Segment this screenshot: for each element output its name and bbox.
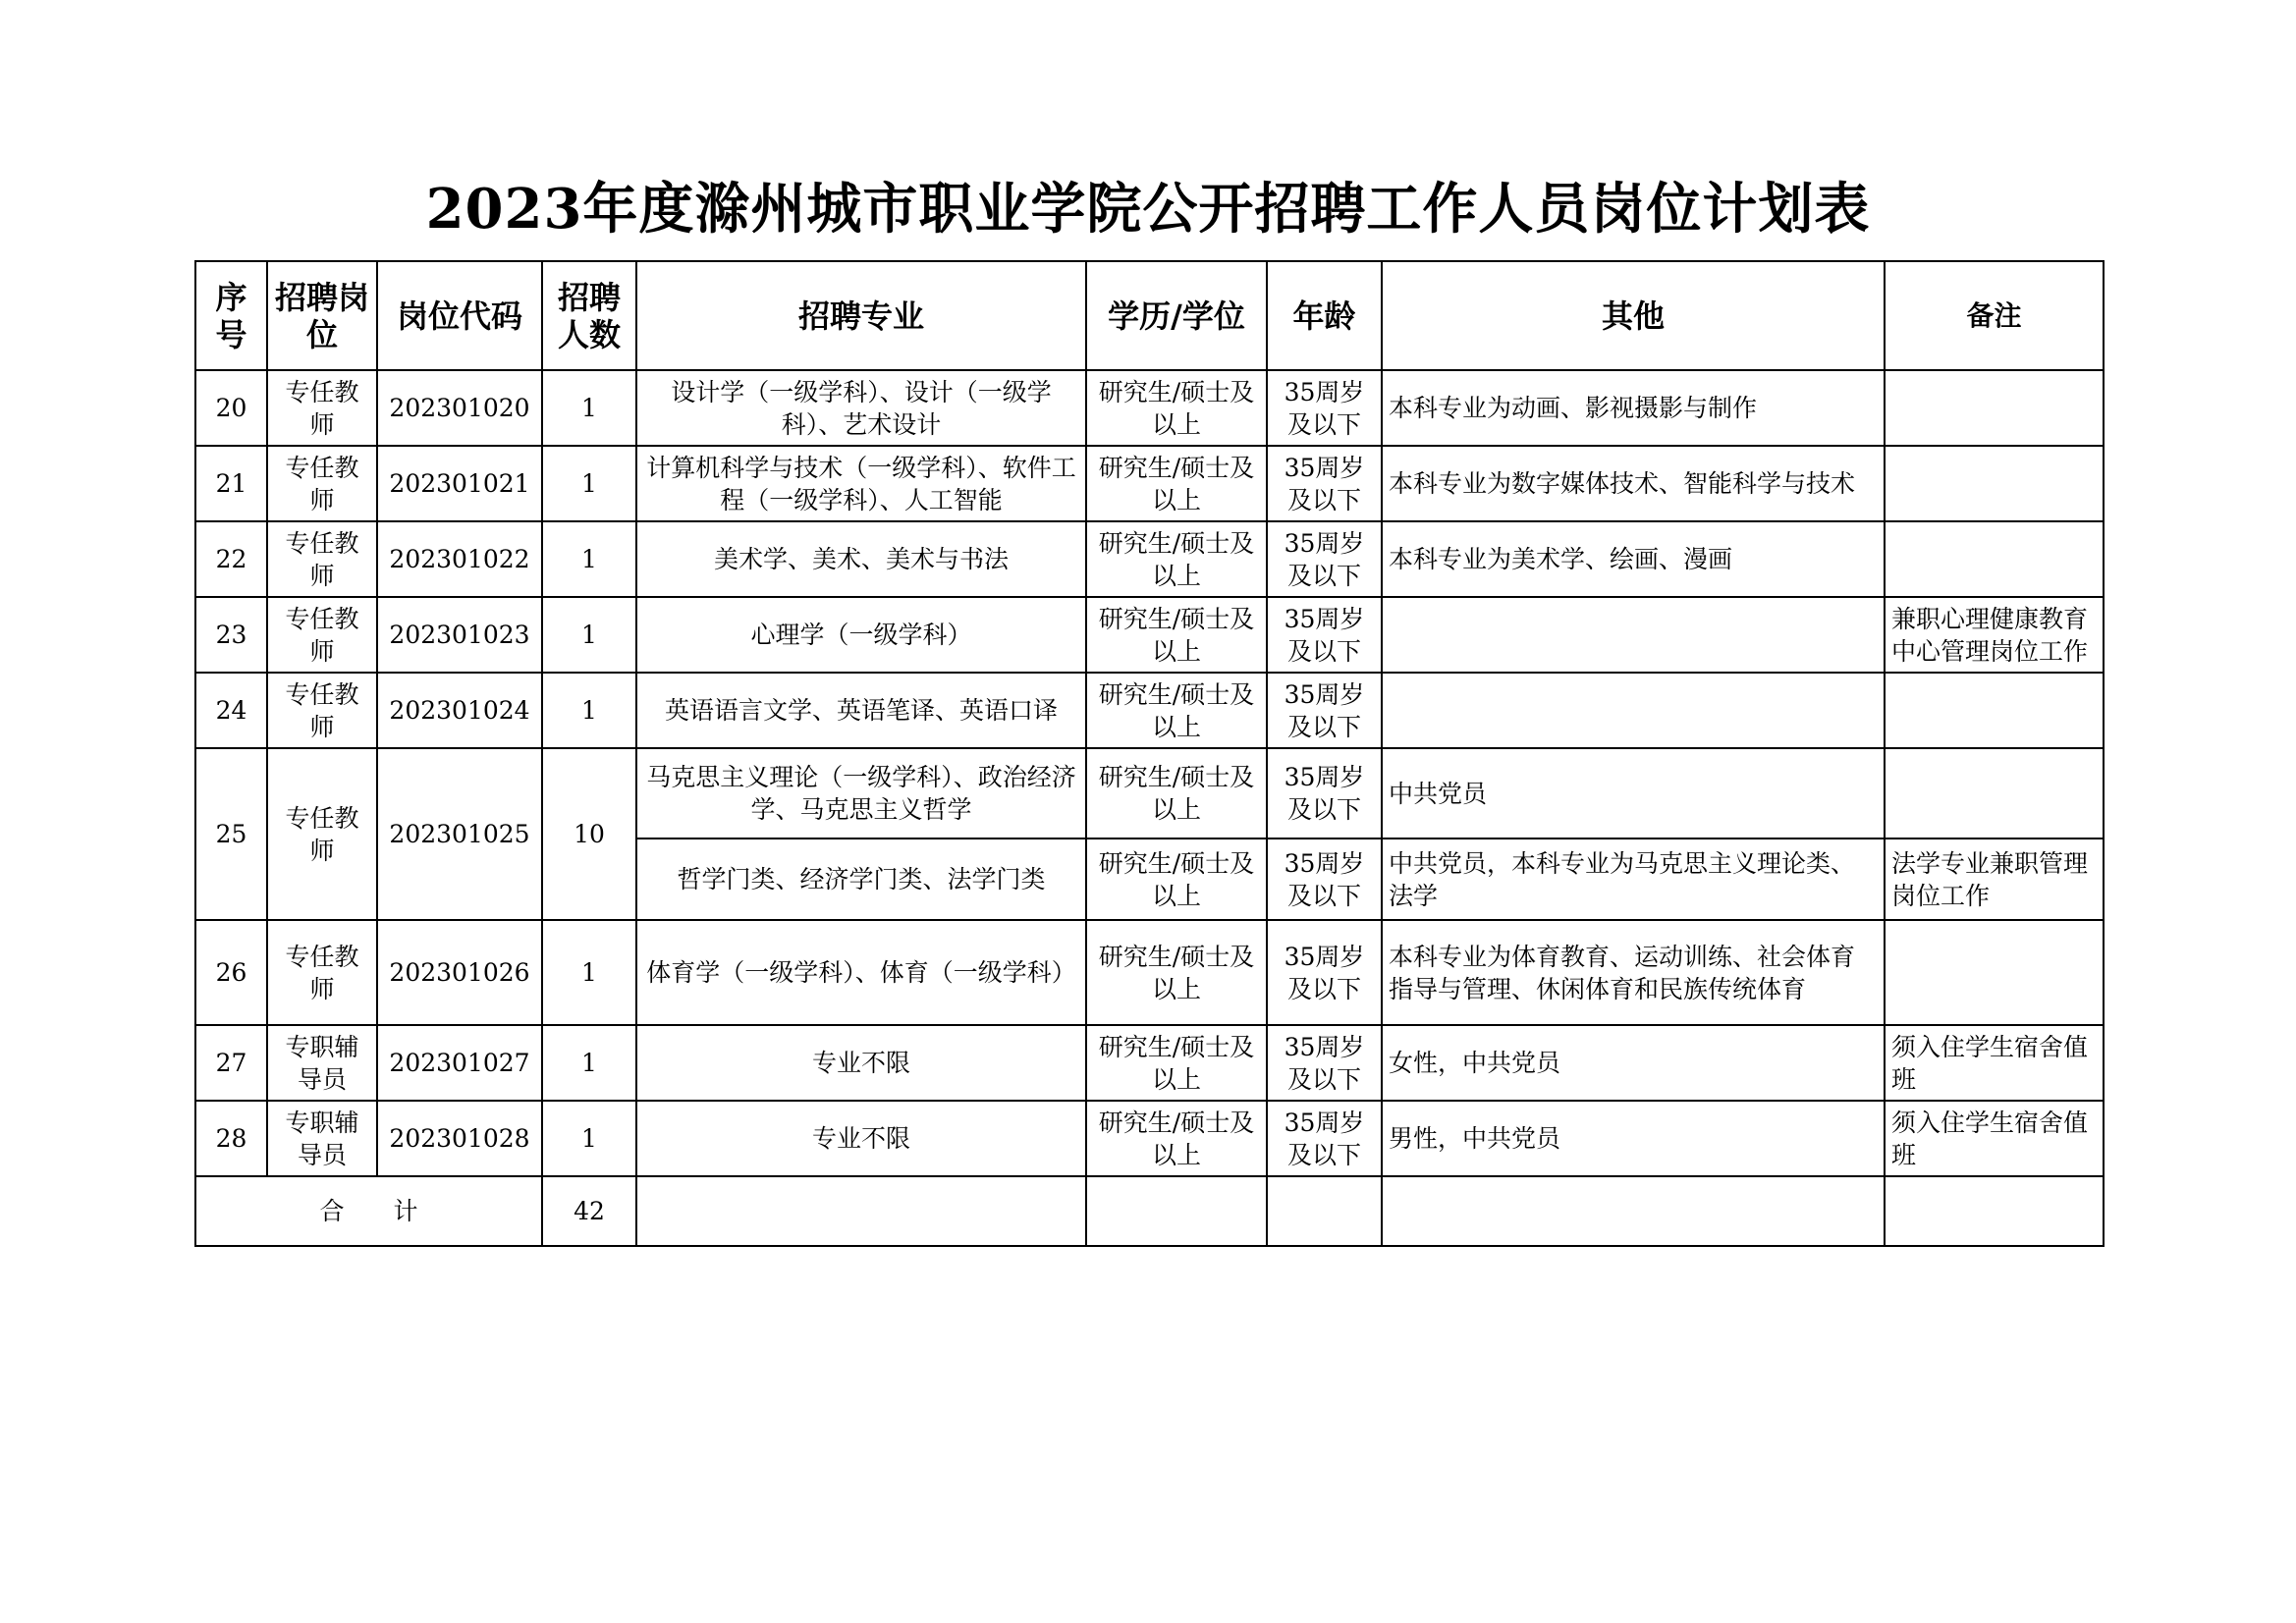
cell-age: 35周岁及以下 bbox=[1267, 446, 1382, 521]
cell-remark bbox=[1885, 521, 2104, 597]
cell-code: 202301028 bbox=[377, 1101, 542, 1176]
cell-position: 专任教师 bbox=[267, 597, 377, 673]
cell-edu: 研究生/硕士及以上 bbox=[1086, 446, 1267, 521]
cell-major: 计算机科学与技术（一级学科）、软件工程（一级学科）、人工智能 bbox=[636, 446, 1086, 521]
recruitment-plan-table bbox=[194, 260, 2105, 1247]
cell-major: 专业不限 bbox=[636, 1101, 1086, 1176]
cell-count: 10 bbox=[542, 748, 636, 920]
cell-major: 专业不限 bbox=[636, 1025, 1086, 1101]
header-edu: 学历/学位 bbox=[1086, 261, 1267, 370]
cell-edu: 研究生/硕士及以上 bbox=[1086, 521, 1267, 597]
cell-other: 中共党员，本科专业为马克思主义理论类、法学 bbox=[1382, 839, 1885, 920]
cell-age: 35周岁及以下 bbox=[1267, 370, 1382, 446]
header-major: 招聘专业 bbox=[636, 261, 1086, 370]
cell-seq: 25 bbox=[195, 748, 267, 920]
table-row bbox=[195, 597, 2104, 673]
cell-code: 202301021 bbox=[377, 446, 542, 521]
table-header-row bbox=[195, 261, 2104, 370]
total-age-empty bbox=[1267, 1176, 1382, 1246]
cell-remark bbox=[1885, 673, 2104, 748]
cell-count: 1 bbox=[542, 597, 636, 673]
cell-position: 专任教师 bbox=[267, 521, 377, 597]
cell-edu: 研究生/硕士及以上 bbox=[1086, 1025, 1267, 1101]
header-code: 岗位代码 bbox=[377, 261, 542, 370]
cell-position: 专职辅导员 bbox=[267, 1025, 377, 1101]
header-age: 年龄 bbox=[1267, 261, 1382, 370]
cell-remark: 法学专业兼职管理岗位工作 bbox=[1885, 839, 2104, 920]
cell-code: 202301027 bbox=[377, 1025, 542, 1101]
cell-count: 1 bbox=[542, 920, 636, 1025]
cell-other bbox=[1382, 673, 1885, 748]
cell-seq: 22 bbox=[195, 521, 267, 597]
total-remark-empty bbox=[1885, 1176, 2104, 1246]
cell-count: 1 bbox=[542, 1025, 636, 1101]
cell-other: 本科专业为动画、影视摄影与制作 bbox=[1382, 370, 1885, 446]
cell-position: 专任教师 bbox=[267, 748, 377, 920]
cell-other bbox=[1382, 597, 1885, 673]
cell-edu: 研究生/硕士及以上 bbox=[1086, 1101, 1267, 1176]
total-major-empty bbox=[636, 1176, 1086, 1246]
cell-code: 202301024 bbox=[377, 673, 542, 748]
total-edu-empty bbox=[1086, 1176, 1267, 1246]
cell-major: 设计学（一级学科）、设计（一级学科）、艺术设计 bbox=[636, 370, 1086, 446]
cell-remark: 须入住学生宿舍值班 bbox=[1885, 1025, 2104, 1101]
table-row bbox=[195, 446, 2104, 521]
cell-age: 35周岁及以下 bbox=[1267, 673, 1382, 748]
cell-edu: 研究生/硕士及以上 bbox=[1086, 920, 1267, 1025]
total-count: 42 bbox=[542, 1176, 636, 1246]
cell-seq: 26 bbox=[195, 920, 267, 1025]
cell-remark bbox=[1885, 446, 2104, 521]
cell-seq: 21 bbox=[195, 446, 267, 521]
table-row bbox=[195, 370, 2104, 446]
cell-major: 美术学、美术、美术与书法 bbox=[636, 521, 1086, 597]
cell-seq: 27 bbox=[195, 1025, 267, 1101]
cell-remark: 须入住学生宿舍值班 bbox=[1885, 1101, 2104, 1176]
cell-other: 本科专业为数字媒体技术、智能科学与技术 bbox=[1382, 446, 1885, 521]
cell-code: 202301026 bbox=[377, 920, 542, 1025]
cell-code: 202301023 bbox=[377, 597, 542, 673]
cell-seq: 23 bbox=[195, 597, 267, 673]
cell-position: 专职辅导员 bbox=[267, 1101, 377, 1176]
cell-age: 35周岁及以下 bbox=[1267, 1025, 1382, 1101]
cell-major: 体育学（一级学科）、体育（一级学科） bbox=[636, 920, 1086, 1025]
cell-position: 专任教师 bbox=[267, 920, 377, 1025]
cell-other: 中共党员 bbox=[1382, 748, 1885, 839]
cell-position: 专任教师 bbox=[267, 673, 377, 748]
cell-major: 英语语言文学、英语笔译、英语口译 bbox=[636, 673, 1086, 748]
cell-seq: 20 bbox=[195, 370, 267, 446]
cell-remark bbox=[1885, 748, 2104, 839]
header-remark: 备注 bbox=[1885, 261, 2104, 370]
total-label: 合 计 bbox=[195, 1176, 542, 1246]
cell-edu: 研究生/硕士及以上 bbox=[1086, 748, 1267, 839]
cell-code: 202301020 bbox=[377, 370, 542, 446]
cell-age: 35周岁及以下 bbox=[1267, 839, 1382, 920]
header-position: 招聘岗位 bbox=[267, 261, 377, 370]
cell-age: 35周岁及以下 bbox=[1267, 748, 1382, 839]
table-total-row bbox=[195, 1176, 2104, 1246]
cell-seq: 28 bbox=[195, 1101, 267, 1176]
cell-remark bbox=[1885, 370, 2104, 446]
table-row bbox=[195, 1101, 2104, 1176]
cell-other: 女性，中共党员 bbox=[1382, 1025, 1885, 1101]
cell-edu: 研究生/硕士及以上 bbox=[1086, 839, 1267, 920]
cell-count: 1 bbox=[542, 370, 636, 446]
cell-count: 1 bbox=[542, 521, 636, 597]
cell-remark: 兼职心理健康教育中心管理岗位工作 bbox=[1885, 597, 2104, 673]
table-row bbox=[195, 521, 2104, 597]
cell-other: 本科专业为美术学、绘画、漫画 bbox=[1382, 521, 1885, 597]
cell-age: 35周岁及以下 bbox=[1267, 597, 1382, 673]
cell-count: 1 bbox=[542, 446, 636, 521]
cell-other: 男性，中共党员 bbox=[1382, 1101, 1885, 1176]
cell-code: 202301025 bbox=[377, 748, 542, 920]
cell-major: 心理学（一级学科） bbox=[636, 597, 1086, 673]
cell-other: 本科专业为体育教育、运动训练、社会体育指导与管理、休闲体育和民族传统体育 bbox=[1382, 920, 1885, 1025]
cell-code: 202301022 bbox=[377, 521, 542, 597]
cell-major: 马克思主义理论（一级学科）、政治经济学、马克思主义哲学 bbox=[636, 748, 1086, 839]
header-seq: 序号 bbox=[195, 261, 267, 370]
cell-major: 哲学门类、经济学门类、法学门类 bbox=[636, 839, 1086, 920]
table-row bbox=[195, 748, 2104, 839]
cell-seq: 24 bbox=[195, 673, 267, 748]
header-count: 招聘人数 bbox=[542, 261, 636, 370]
total-other-empty bbox=[1382, 1176, 1885, 1246]
table-row bbox=[195, 673, 2104, 748]
table-row bbox=[195, 920, 2104, 1025]
cell-edu: 研究生/硕士及以上 bbox=[1086, 673, 1267, 748]
cell-edu: 研究生/硕士及以上 bbox=[1086, 597, 1267, 673]
cell-position: 专任教师 bbox=[267, 446, 377, 521]
cell-edu: 研究生/硕士及以上 bbox=[1086, 370, 1267, 446]
cell-age: 35周岁及以下 bbox=[1267, 521, 1382, 597]
cell-age: 35周岁及以下 bbox=[1267, 920, 1382, 1025]
cell-age: 35周岁及以下 bbox=[1267, 1101, 1382, 1176]
table-row bbox=[195, 1025, 2104, 1101]
header-other: 其他 bbox=[1382, 261, 1885, 370]
cell-remark bbox=[1885, 920, 2104, 1025]
cell-count: 1 bbox=[542, 1101, 636, 1176]
cell-count: 1 bbox=[542, 673, 636, 748]
cell-position: 专任教师 bbox=[267, 370, 377, 446]
page-title: 2023年度滁州城市职业学院公开招聘工作人员岗位计划表 bbox=[425, 177, 1871, 242]
